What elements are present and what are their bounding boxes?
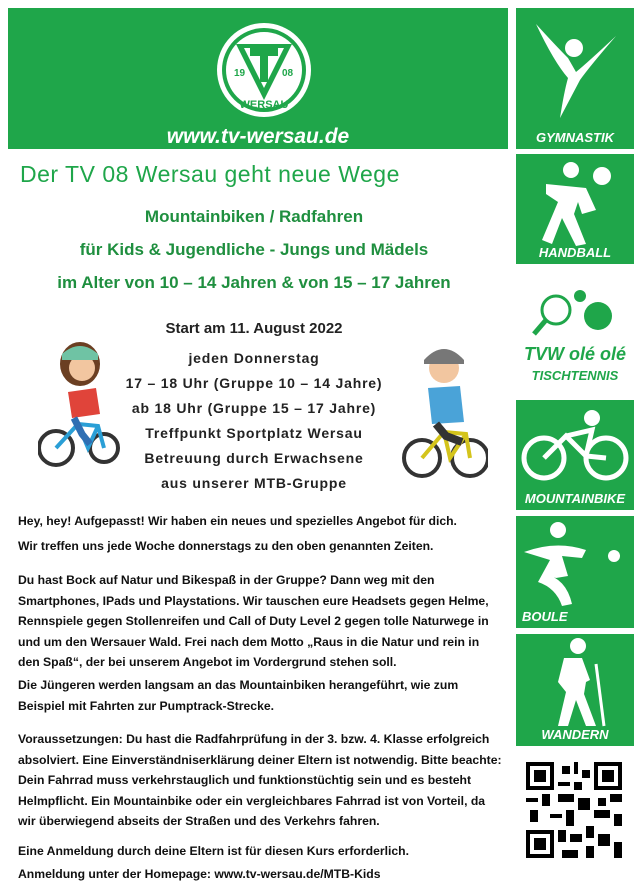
beginners-paragraph: Die Jüngeren werden langsam an das Mountainbiken herangeführt, wie zum Beispiel mit Fahrten zur Pumptrack-Strecke. <box>18 678 459 713</box>
website-url[interactable]: www.tv-wersau.de <box>166 125 350 148</box>
hiker-icon <box>516 634 634 728</box>
subtitle-line-3: im Alter von 10 – 14 Jahren & von 15 – 17 Jahren <box>57 273 451 292</box>
boule-label: BOULE <box>522 609 568 624</box>
svg-text:19: 19 <box>234 68 246 79</box>
sidebar-tischtennis <box>516 286 634 390</box>
boule-player-icon <box>516 516 634 608</box>
requirements-paragraph: Voraussetzungen: Du hast die Radfahrprüfung in der 3. bzw. 4. Klasse erfolgreich absolviert. Eine Einverständniserklärung deiner Eltern ist notwendig. Bitte beachte: Dein Fahrrad muss verkehrstauglich und funktionstüchtig sein und es besteht Helmpflicht. Ein Mountainbike oder ein vergleichbares Fahrrad ist von Vorteil, da wir überwiegend abseits der Straßen und des Verkehrs fahren. <box>18 732 502 828</box>
sidebar-boule <box>516 516 634 628</box>
nature-paragraph: Du hast Bock auf Natur und Bikespaß in der Gruppe? Dann weg mit den Smartphones, IPads und Playstations. Wir tauschen eure Headsets gegen Helme, Rennspiele gegen Stollenreifen und Call of Duty Level 2 gegen tolle Naturwege in und um den Wersauer Wald. Frei nach dem Motto „Raus in die Natur und rein in den Spaß“, der bei unserem Angebot im Vordergrund stehen soll. <box>18 573 489 669</box>
schedule-line-5: Betreuung durch Erwachsene <box>144 450 364 466</box>
schedule-line-2: 17 – 18 Uhr (Gruppe 10 – 14 Jahre) <box>125 375 383 391</box>
tt-brand: TVW olé olé <box>523 344 626 364</box>
sidebar-mountainbike <box>516 400 634 510</box>
schedule-line-1: jeden Donnerstag <box>188 350 320 366</box>
header-banner <box>8 8 508 149</box>
sidebar-wandern <box>516 634 634 746</box>
schedule-line-4: Treffpunkt Sportplatz Wersau <box>145 425 363 441</box>
intro-line-2: Wir treffen uns jede Woche donnerstags zu den oben genannten Zeiten. <box>18 539 434 553</box>
start-date: Start am 11. August 2022 <box>165 320 343 337</box>
table-tennis-icon <box>516 286 634 342</box>
svg-text:WERSAU: WERSAU <box>239 99 289 111</box>
svg-text:08: 08 <box>282 68 294 79</box>
qr-code[interactable] <box>526 762 622 858</box>
tischtennis-label: TISCHTENNIS <box>531 368 619 383</box>
handball-label: HANDBALL <box>538 245 612 260</box>
sidebar-handball <box>516 154 634 264</box>
registration-note: Eine Anmeldung durch deine Eltern ist für diesen Kurs erforderlich. <box>18 844 409 858</box>
cyclist-icon <box>516 400 634 492</box>
tv-wersau-logo <box>214 20 314 120</box>
page-headline: Der TV 08 Wersau geht neue Wege <box>20 161 400 187</box>
schedule-line-6: aus unserer MTB-Gruppe <box>161 475 347 491</box>
subtitle-line-1: Mountainbiken / Radfahren <box>144 207 364 226</box>
intro-line-1: Hey, hey! Aufgepasst! Wir haben ein neues und spezielles Angebot für dich. <box>18 514 457 528</box>
sidebar-gymnastik <box>516 8 634 149</box>
registration-link[interactable]: Anmeldung unter der Homepage: www.tv-wersau.de/MTB-Kids <box>18 867 381 881</box>
schedule-line-3: ab 18 Uhr (Gruppe 15 – 17 Jahre) <box>131 400 377 416</box>
handball-player-icon <box>516 154 634 250</box>
wandern-label: WANDERN <box>541 727 609 742</box>
gymnastik-label: GYMNASTIK <box>536 130 614 145</box>
subtitle-line-2: für Kids & Jugendliche - Jungs und Mädels <box>79 240 429 259</box>
mountainbike-label: MOUNTAINBIKE <box>524 491 626 506</box>
gymnast-icon <box>516 8 634 128</box>
